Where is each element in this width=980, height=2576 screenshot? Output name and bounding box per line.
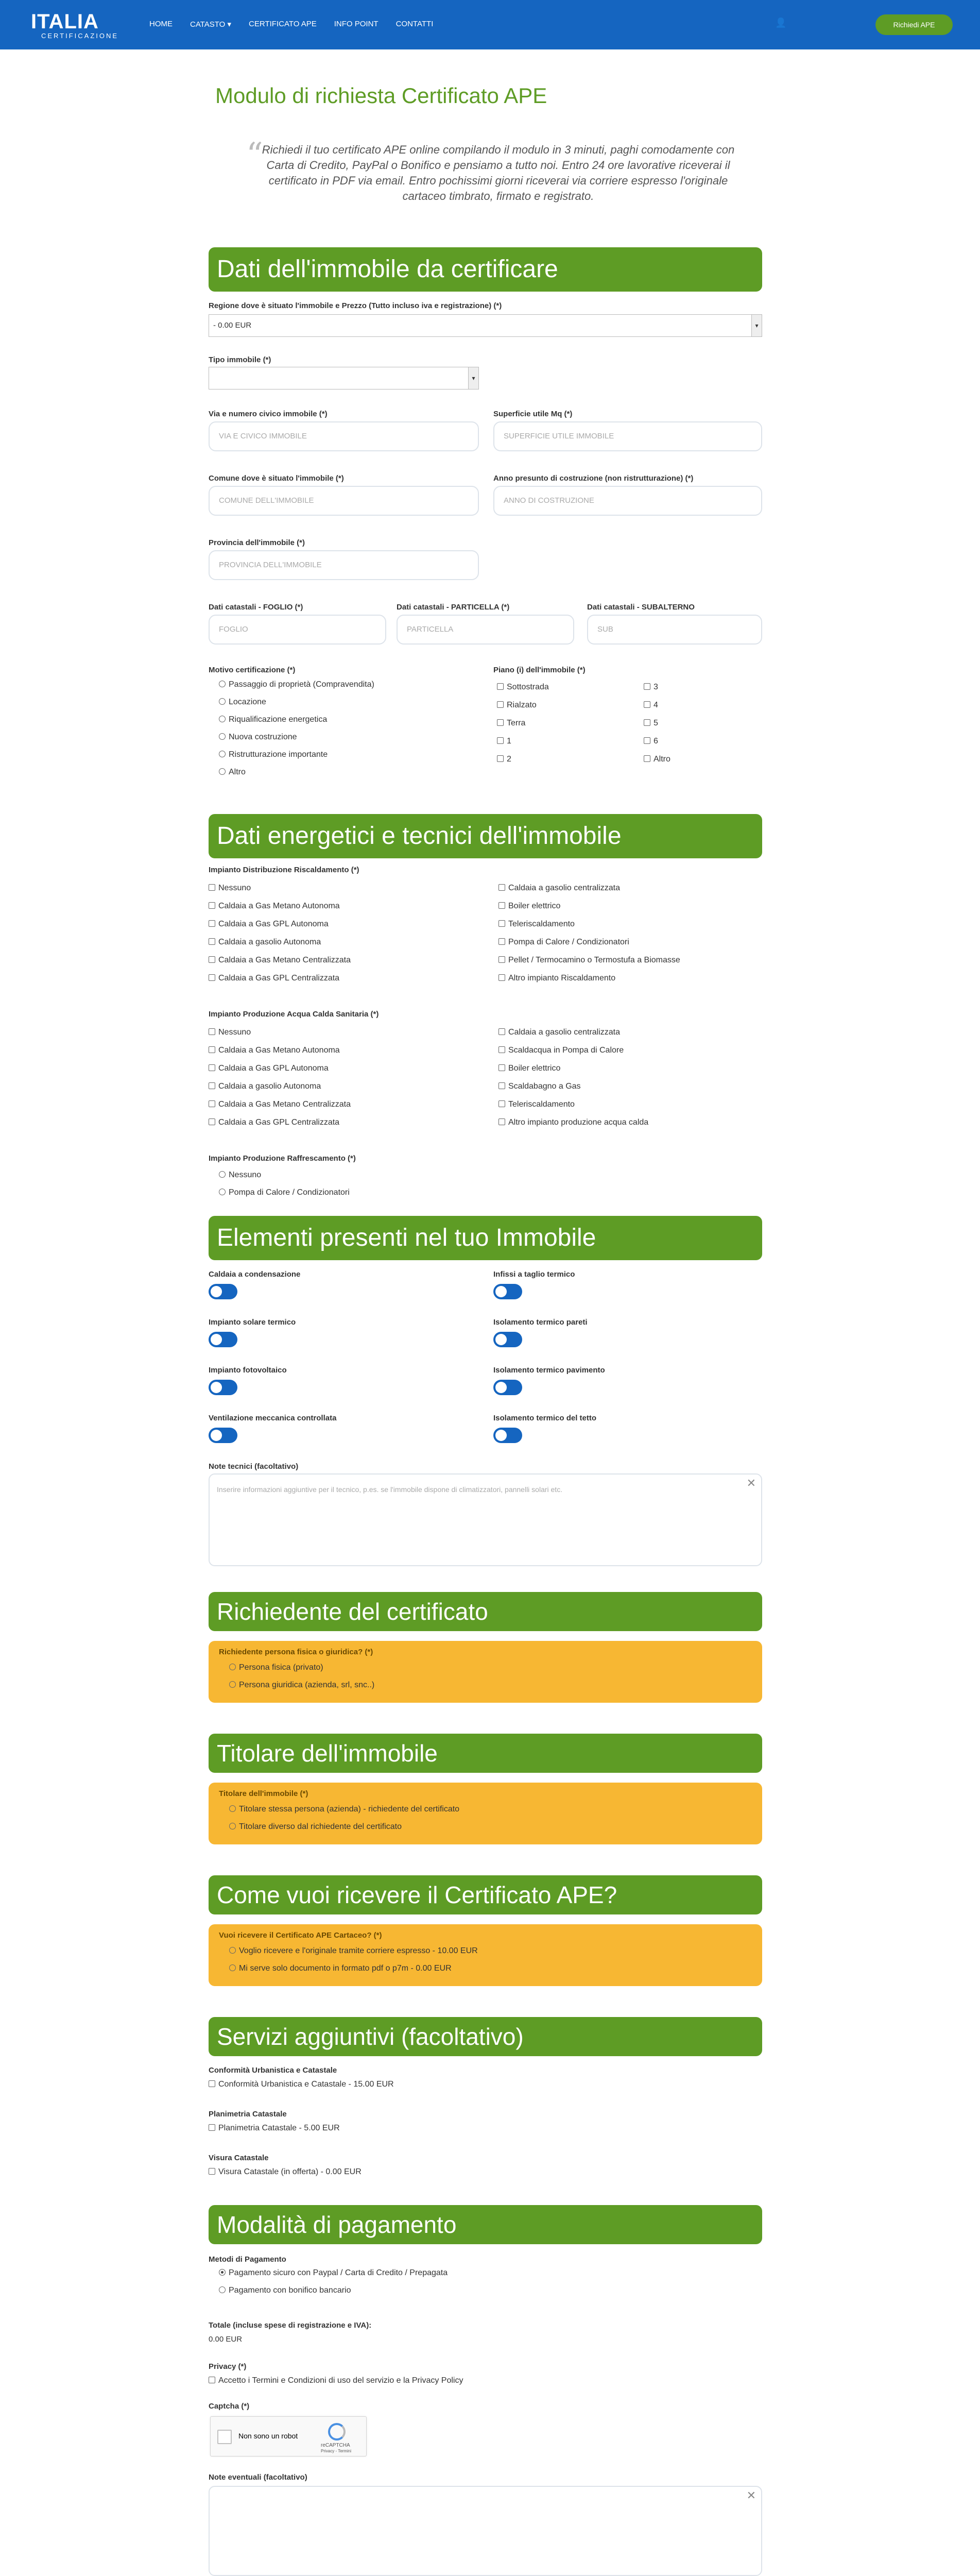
motivo-option-label: Passaggio di proprietà (Compravendita) xyxy=(229,680,374,689)
riscaldamento-option-label: Altro impianto Riscaldamento xyxy=(508,974,616,982)
checkbox-icon xyxy=(209,2080,215,2087)
piano-option[interactable] xyxy=(497,755,511,764)
checkbox-icon xyxy=(209,2124,215,2131)
motivo-label: Motivo certificazione (*) xyxy=(209,666,296,674)
via-input[interactable]: VIA E CIVICO IMMOBILE xyxy=(209,421,479,451)
radio-icon xyxy=(219,716,226,722)
recaptcha-logo-icon xyxy=(328,2423,346,2441)
section-heading-elementi: Elementi presenti nel tuo Immobile xyxy=(209,1216,762,1260)
acqua-option[interactable] xyxy=(498,1046,624,1055)
radio-icon xyxy=(229,1805,236,1812)
acqua-option[interactable] xyxy=(498,1100,575,1109)
checkbox-icon xyxy=(644,701,650,708)
elemento-toggle[interactable] xyxy=(493,1428,522,1443)
note-tecnici-label: Note tecnici (facoltativo) xyxy=(209,1462,299,1471)
riscaldamento-option[interactable] xyxy=(209,884,251,893)
piano-option[interactable] xyxy=(497,683,549,692)
radio-icon xyxy=(229,1681,236,1688)
motivo-option-label: Riqualificazione energetica xyxy=(229,715,328,724)
acqua-option[interactable] xyxy=(498,1082,581,1091)
comune-input[interactable]: COMUNE DELL'IMMOBILE xyxy=(209,486,479,516)
elemento-toggle[interactable] xyxy=(209,1284,237,1299)
acqua-option[interactable] xyxy=(498,1064,560,1073)
checkbox-icon xyxy=(644,683,650,690)
checkbox-icon xyxy=(209,1028,215,1035)
titolare-option-label: Titolare stessa persona (azienda) - richiedente del certificato xyxy=(239,1805,460,1814)
servizio-option-label: Conformità Urbanistica e Catastale - 15.00 EUR xyxy=(218,2080,394,2089)
superficie-input[interactable]: SUPERFICIE UTILE IMMOBILE xyxy=(493,421,762,451)
riscaldamento-option-label: Nessuno xyxy=(218,884,251,892)
section-heading-immobile: Dati dell'immobile da certificare xyxy=(209,247,762,292)
regione-select[interactable] xyxy=(209,314,762,337)
piano-option-label: Rialzato xyxy=(507,701,537,709)
checkbox-icon xyxy=(209,1118,215,1125)
piano-option[interactable] xyxy=(497,701,537,710)
totale-label: Totale (incluse spese di registrazione e IVA): xyxy=(209,2321,372,2330)
riscaldamento-option-label: Caldaia a Gas GPL Autonoma xyxy=(218,920,329,928)
recaptcha-widget xyxy=(210,2416,367,2456)
radio-icon xyxy=(219,2269,226,2276)
acqua-option-label: Caldaia a gasolio centralizzata xyxy=(508,1028,621,1037)
metodo-option[interactable] xyxy=(219,2268,448,2278)
motivo-option[interactable] xyxy=(219,698,266,707)
consegna-option-label: Voglio ricevere e l'originale tramite corriere espresso - 10.00 EUR xyxy=(239,1946,478,1955)
acqua-option-label: Caldaia a Gas Metano Centralizzata xyxy=(218,1100,351,1109)
acqua-label: Impianto Produzione Acqua Calda Sanitaria (*) xyxy=(209,1010,379,1019)
radio-icon xyxy=(219,2286,226,2293)
riscaldamento-option[interactable] xyxy=(498,884,620,893)
section-heading-richiedente: Richiedente del certificato xyxy=(209,1592,762,1631)
raffrescamento-label: Impianto Produzione Raffrescamento (*) xyxy=(209,1154,356,1163)
checkbox-icon xyxy=(498,920,505,927)
tipo-select[interactable] xyxy=(209,367,479,389)
acqua-option[interactable] xyxy=(209,1082,321,1091)
checkbox-icon xyxy=(498,902,505,909)
checkbox-icon xyxy=(497,737,504,744)
note-label: Note eventuali (facoltativo) xyxy=(209,2473,307,2482)
checkbox-icon xyxy=(209,920,215,927)
provincia-input[interactable]: PROVINCIA DELL'IMMOBILE xyxy=(209,550,479,580)
regione-value: - 0.00 EUR xyxy=(213,321,252,330)
consegna-label: Vuoi ricevere il Certificato APE Cartaceo? (*) xyxy=(219,1931,382,1940)
radio-icon xyxy=(219,681,226,687)
anno-label: Anno presunto di costruzione (non ristrutturazione) (*) xyxy=(493,474,694,483)
section-heading-energetici: Dati energetici e tecnici dell'immobile xyxy=(209,814,762,858)
piano-option-label: Sottostrada xyxy=(507,683,549,691)
section-heading-titolare: Titolare dell'immobile xyxy=(209,1734,762,1773)
riscaldamento-option-label: Teleriscaldamento xyxy=(508,920,575,928)
close-icon[interactable]: ✕ xyxy=(746,1477,756,1489)
checkbox-icon xyxy=(209,938,215,945)
elemento-toggle[interactable] xyxy=(493,1284,522,1299)
raffrescamento-option-label: Pompa di Calore / Condizionatori xyxy=(229,1188,350,1197)
nav-contatti[interactable]: CONTATTI xyxy=(396,20,434,28)
checkbox-icon xyxy=(498,1082,505,1089)
user-icon[interactable]: 👤 xyxy=(775,18,787,28)
checkbox-icon xyxy=(209,974,215,981)
intro-text: Richiedi il tuo certificato APE online compilando il modulo in 3 minuti, paghi comodamente con Carta di Credito, PayPal o Bonifico e pensiamo a tutto noi. Entro 24 ore lavorative riceverai il certificato in PDF via email. Entro pochissimi giorni riceverai via corriere espresso l'originale cartaceo timbrato, firmato e registrato. xyxy=(262,143,735,202)
acqua-option[interactable] xyxy=(209,1064,329,1073)
motivo-option-label: Ristrutturazione importante xyxy=(229,750,328,759)
checkbox-icon xyxy=(497,755,504,762)
motivo-option[interactable] xyxy=(219,715,327,724)
checkbox-icon xyxy=(497,701,504,708)
elemento-label: Impianto solare termico xyxy=(209,1318,296,1327)
riscaldamento-option[interactable] xyxy=(498,956,680,965)
acqua-option-label: Teleriscaldamento xyxy=(508,1100,575,1109)
acqua-option[interactable] xyxy=(209,1118,339,1127)
motivo-option[interactable] xyxy=(219,680,374,689)
main-nav xyxy=(149,20,433,29)
page-title: Modulo di richiesta Certificato APE xyxy=(215,83,547,108)
radio-icon xyxy=(229,1947,236,1954)
piano-option-label: 1 xyxy=(507,737,511,745)
checkbox-icon xyxy=(209,956,215,963)
section-heading-servizi: Servizi aggiuntivi (facoltativo) xyxy=(209,2017,762,2056)
piano-option-label: 6 xyxy=(654,737,658,745)
motivo-option[interactable] xyxy=(219,733,297,742)
note-tecnici-placeholder: Inserire informazioni aggiuntive per il tecnico, p.es. se l'immobile dispone di climatizzatori, pannelli solari etc. xyxy=(217,1485,563,1494)
consegna-option[interactable] xyxy=(229,1964,452,1973)
metodo-option-label: Pagamento sicuro con Paypal / Carta di Credito / Prepagata xyxy=(229,2268,448,2277)
raffrescamento-option-label: Nessuno xyxy=(229,1171,262,1179)
captcha-label: Captcha (*) xyxy=(209,2402,250,2411)
elemento-toggle[interactable] xyxy=(209,1332,237,1347)
privacy-option-label: Accetto i Termini e Condizioni di uso del servizio e la Privacy Policy xyxy=(218,2376,463,2385)
checkbox-icon xyxy=(498,974,505,981)
motivo-option[interactable] xyxy=(219,768,246,777)
titolare-option[interactable] xyxy=(229,1805,459,1814)
piano-option[interactable] xyxy=(644,701,658,710)
regione-label: Regione dove è situato l'immobile e Prezzo (Tutto incluso iva e registrazione) (*) xyxy=(209,301,502,310)
piano-option[interactable] xyxy=(644,755,670,764)
raffrescamento-option[interactable] xyxy=(219,1171,261,1180)
radio-icon xyxy=(219,768,226,775)
elemento-toggle[interactable] xyxy=(209,1380,237,1395)
chevron-down-icon: ▾ xyxy=(751,315,762,336)
logo-subtitle: CERTIFICAZIONE xyxy=(41,32,119,40)
riscaldamento-option[interactable] xyxy=(498,920,575,929)
elemento-label: Caldaia a condensazione xyxy=(209,1270,301,1279)
servizio-label: Planimetria Catastale xyxy=(209,2110,287,2119)
subalterno-input[interactable]: SUB xyxy=(587,615,762,645)
checkbox-icon xyxy=(498,1118,505,1125)
quote-icon: “ xyxy=(246,136,263,174)
tipo-label: Tipo immobile (*) xyxy=(209,355,271,364)
checkbox-icon xyxy=(498,1046,505,1053)
acqua-option[interactable] xyxy=(498,1118,648,1127)
raffrescamento-option[interactable] xyxy=(219,1188,350,1197)
nav-certificato-ape[interactable]: CERTIFICATO APE xyxy=(249,20,317,28)
privacy-label: Privacy (*) xyxy=(209,2362,247,2371)
riscaldamento-option-label: Pompa di Calore / Condizionatori xyxy=(508,938,629,946)
checkbox-icon xyxy=(498,1064,505,1071)
elemento-label: Isolamento termico del tetto xyxy=(493,1414,597,1422)
checkbox-icon xyxy=(209,1064,215,1071)
checkbox-icon xyxy=(498,956,505,963)
elemento-toggle[interactable] xyxy=(493,1380,522,1395)
richiedente-option-label: Persona fisica (privato) xyxy=(239,1663,323,1672)
riscaldamento-option[interactable] xyxy=(209,920,329,929)
radio-icon xyxy=(219,751,226,757)
checkbox-icon xyxy=(498,884,505,891)
piano-option[interactable] xyxy=(497,737,511,746)
consegna-option-label: Mi serve solo documento in formato pdf o p7m - 0.00 EUR xyxy=(239,1964,452,1973)
via-label: Via e numero civico immobile (*) xyxy=(209,410,328,418)
piano-option[interactable] xyxy=(497,719,525,728)
riscaldamento-option-label: Boiler elettrico xyxy=(508,902,561,910)
section-heading-pagamento: Modalità di pagamento xyxy=(209,2205,762,2244)
acqua-option-label: Caldaia a gasolio Autonoma xyxy=(218,1082,321,1091)
acqua-option-label: Caldaia a Gas GPL Autonoma xyxy=(218,1064,329,1073)
riscaldamento-option-label: Caldaia a Gas Metano Centralizzata xyxy=(218,956,351,964)
riscaldamento-option-label: Pellet / Termocamino o Termostufa a Biomasse xyxy=(508,956,680,964)
checkbox-icon xyxy=(644,737,650,744)
checkbox-icon xyxy=(498,1028,505,1035)
servizio-label: Visura Catastale xyxy=(209,2154,269,2162)
titolare-option[interactable] xyxy=(229,1822,402,1832)
radio-icon xyxy=(229,1664,236,1670)
servizio-label: Conformità Urbanistica e Catastale xyxy=(209,2066,337,2075)
motivo-option-label: Altro xyxy=(229,768,246,776)
elemento-label: Impianto fotovoltaico xyxy=(209,1366,287,1375)
piano-option[interactable] xyxy=(644,719,658,728)
riscaldamento-option[interactable] xyxy=(498,938,629,947)
richiedente-option-label: Persona giuridica (azienda, srl, snc..) xyxy=(239,1681,375,1689)
metodi-label: Metodi di Pagamento xyxy=(209,2255,286,2264)
nav-catasto[interactable]: CATASTO ▾ xyxy=(190,20,232,29)
acqua-option-label: Altro impianto produzione acqua calda xyxy=(508,1118,649,1127)
privacy-option[interactable] xyxy=(209,2376,463,2385)
note-tecnici-textarea[interactable] xyxy=(209,1473,762,1566)
radio-icon xyxy=(219,1171,226,1178)
riscaldamento-label: Impianto Distribuzione Riscaldamento (*) xyxy=(209,866,359,874)
metodo-option[interactable] xyxy=(219,2286,351,2295)
riscaldamento-option[interactable] xyxy=(209,938,321,947)
checkbox-icon xyxy=(209,884,215,891)
recaptcha-brand: reCAPTCHA xyxy=(321,2443,350,2448)
acqua-option-label: Scaldabagno a Gas xyxy=(508,1082,581,1091)
piano-option-label: Altro xyxy=(654,755,670,764)
elemento-label: Isolamento termico pareti xyxy=(493,1318,588,1327)
checkbox-icon xyxy=(209,2168,215,2175)
anno-input[interactable]: ANNO DI COSTRUZIONE xyxy=(493,486,762,516)
foglio-input[interactable]: FOGLIO xyxy=(209,615,386,645)
acqua-option-label: Boiler elettrico xyxy=(508,1064,561,1073)
radio-icon xyxy=(229,1823,236,1829)
servizio-option[interactable] xyxy=(209,2167,362,2177)
richiedi-ape-button[interactable]: Richiedi APE xyxy=(875,14,953,35)
piano-option[interactable] xyxy=(644,683,658,692)
elemento-label: Infissi a taglio termico xyxy=(493,1270,575,1279)
acqua-option[interactable] xyxy=(209,1100,351,1109)
radio-icon xyxy=(219,1189,226,1195)
piano-label: Piano (i) dell'immobile (*) xyxy=(493,666,586,674)
motivo-option-label: Nuova costruzione xyxy=(229,733,297,741)
elemento-toggle[interactable] xyxy=(493,1332,522,1347)
acqua-option-label: Caldaia a Gas GPL Centralizzata xyxy=(218,1118,340,1127)
riscaldamento-option[interactable] xyxy=(498,902,560,911)
riscaldamento-option[interactable] xyxy=(498,974,615,983)
elemento-label: Isolamento termico pavimento xyxy=(493,1366,605,1375)
acqua-option-label: Scaldacqua in Pompa di Calore xyxy=(508,1046,624,1055)
checkbox-icon xyxy=(497,683,504,690)
servizio-option-label: Visura Catastale (in offerta) - 0.00 EUR xyxy=(218,2167,362,2176)
riscaldamento-option[interactable] xyxy=(209,974,339,983)
chevron-down-icon: ▾ xyxy=(468,367,478,389)
riscaldamento-option-label: Caldaia a Gas Metano Autonoma xyxy=(218,902,340,910)
totale-value: 0.00 EUR xyxy=(209,2335,243,2344)
particella-label: Dati catastali - PARTICELLA (*) xyxy=(397,603,510,612)
acqua-option-label: Nessuno xyxy=(218,1028,251,1037)
foglio-label: Dati catastali - FOGLIO (*) xyxy=(209,603,303,612)
elemento-toggle[interactable] xyxy=(209,1428,237,1443)
riscaldamento-option[interactable] xyxy=(209,902,340,911)
checkbox-icon xyxy=(209,1046,215,1053)
richiedente-option[interactable] xyxy=(229,1681,374,1690)
acqua-option[interactable] xyxy=(498,1028,620,1037)
checkbox-icon xyxy=(209,902,215,909)
servizio-option[interactable] xyxy=(209,2124,340,2133)
metodo-option-label: Pagamento con bonifico bancario xyxy=(229,2286,351,2295)
superficie-label: Superficie utile Mq (*) xyxy=(493,410,573,418)
recaptcha-links[interactable]: Privacy - Termini xyxy=(321,2449,351,2453)
radio-icon xyxy=(229,1964,236,1971)
note-textarea[interactable] xyxy=(209,2486,762,2576)
servizio-option[interactable] xyxy=(209,2080,394,2089)
nav-info-point[interactable]: INFO POINT xyxy=(334,20,379,28)
comune-label: Comune dove è situato l'immobile (*) xyxy=(209,474,344,483)
checkbox-icon xyxy=(498,1100,505,1107)
acqua-option[interactable] xyxy=(209,1046,340,1055)
motivo-option[interactable] xyxy=(219,750,328,759)
checkbox-icon xyxy=(209,1082,215,1089)
riscaldamento-option-label: Caldaia a Gas GPL Centralizzata xyxy=(218,974,340,982)
logo-title: ITALIA xyxy=(31,10,99,33)
motivo-option-label: Locazione xyxy=(229,698,266,706)
logo[interactable] xyxy=(31,11,129,41)
close-icon[interactable]: ✕ xyxy=(746,2489,756,2502)
richiedente-label: Richiedente persona fisica o giuridica? (*) xyxy=(219,1648,373,1656)
riscaldamento-option-label: Caldaia a gasolio centralizzata xyxy=(508,884,621,892)
titolare-option-label: Titolare diverso dal richiedente del certificato xyxy=(239,1822,402,1831)
piano-option[interactable] xyxy=(644,737,658,746)
checkbox-icon xyxy=(644,719,650,726)
particella-input[interactable]: PARTICELLA xyxy=(397,615,574,645)
checkbox-icon xyxy=(498,938,505,945)
checkbox-icon xyxy=(497,719,504,726)
piano-option-label: 2 xyxy=(507,755,511,764)
piano-option-label: Terra xyxy=(507,719,526,727)
consegna-option[interactable] xyxy=(229,1946,478,1956)
section-heading-consegna: Come vuoi ricevere il Certificato APE? xyxy=(209,1875,762,1914)
piano-option-label: 4 xyxy=(654,701,658,709)
acqua-option-label: Caldaia a Gas Metano Autonoma xyxy=(218,1046,340,1055)
radio-icon xyxy=(219,733,226,740)
riscaldamento-option-label: Caldaia a gasolio Autonoma xyxy=(218,938,321,946)
radio-icon xyxy=(219,698,226,705)
subalterno-label: Dati catastali - SUBALTERNO xyxy=(587,603,695,612)
checkbox-icon xyxy=(209,2377,215,2383)
checkbox-icon xyxy=(209,1100,215,1107)
captcha-text: Non sono un robot xyxy=(238,2432,298,2440)
riscaldamento-option[interactable] xyxy=(209,956,351,965)
checkbox-icon xyxy=(644,755,650,762)
piano-option-label: 3 xyxy=(654,683,658,691)
piano-option-label: 5 xyxy=(654,719,658,727)
servizio-option-label: Planimetria Catastale - 5.00 EUR xyxy=(218,2124,340,2132)
titolare-label: Titolare dell'immobile (*) xyxy=(219,1789,308,1798)
acqua-option[interactable] xyxy=(209,1028,251,1037)
nav-home[interactable]: HOME xyxy=(149,20,173,28)
captcha-checkbox[interactable] xyxy=(217,2430,232,2444)
provincia-label: Provincia dell'immobile (*) xyxy=(209,538,305,547)
richiedente-option[interactable] xyxy=(229,1663,323,1672)
elemento-label: Ventilazione meccanica controllata xyxy=(209,1414,337,1422)
site-header xyxy=(0,0,980,49)
